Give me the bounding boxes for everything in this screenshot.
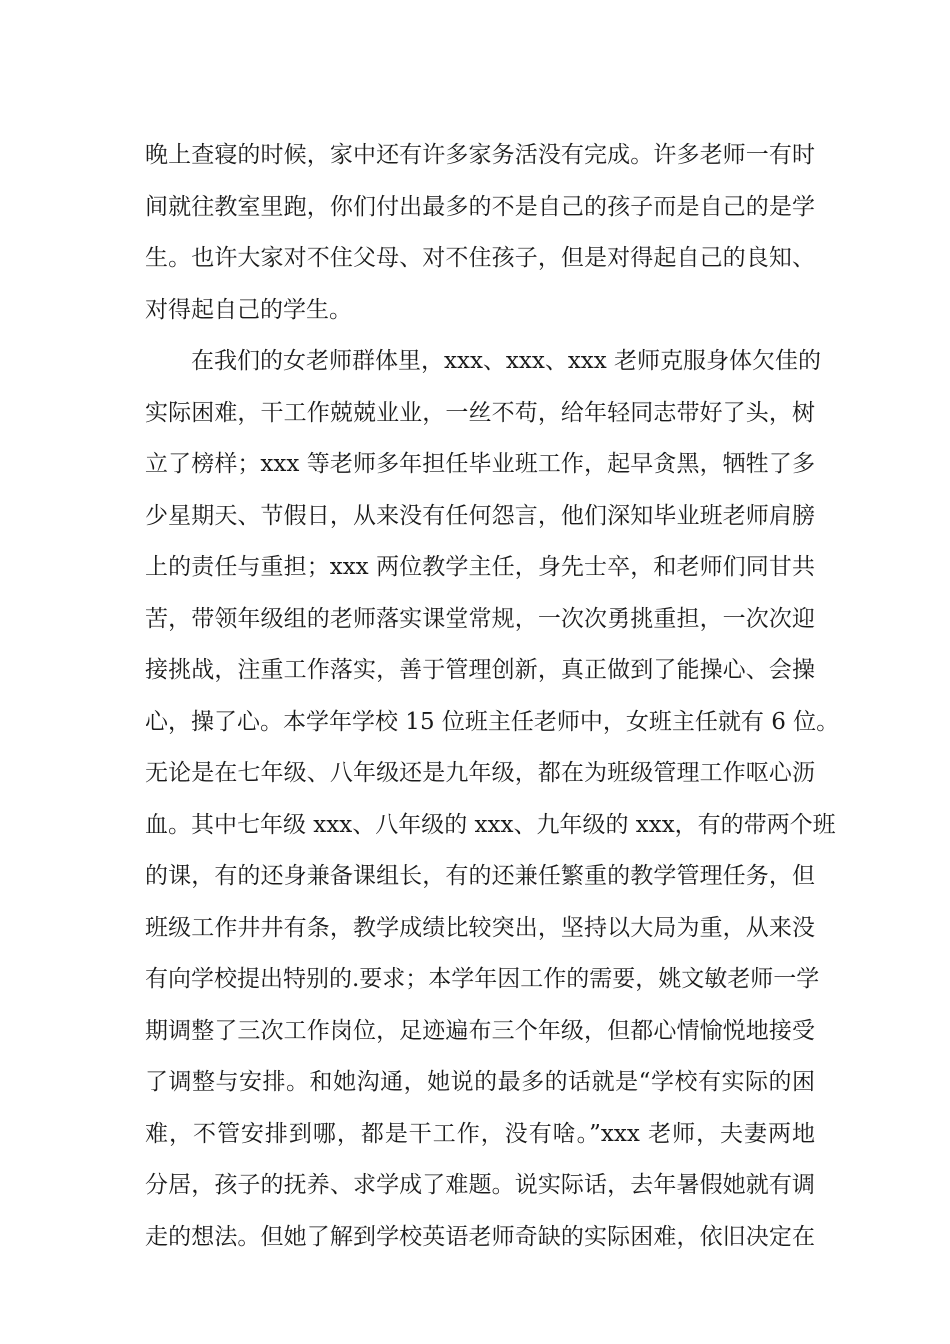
text-line: 实际困难，干工作兢兢业业，一丝不苟，给年轻同志带好了头，树 xyxy=(145,399,815,426)
body-text xyxy=(145,130,840,1263)
text-line: 难，不管安排到哪，都是干工作，没有啥。”xxx 老师，夫妻两地 xyxy=(145,1120,815,1147)
text-line: 期调整了三次工作岗位，足迹遍布三个年级，但都心情愉悦地接受 xyxy=(145,1017,815,1044)
text-line: 苦，带领年级组的老师落实课堂常规，一次次勇挑重担，一次次迎 xyxy=(145,605,815,632)
text-line: 生。也许大家对不住父母、对不住孩子，但是对得起自己的良知、 xyxy=(145,245,815,271)
text-line: 心，操了心。本学年学校 15 位班主任老师中，女班主任就有 6 位。 xyxy=(145,708,840,735)
text-line: 在我们的女老师群体里，xxx、xxx、xxx 老师克服身体欠佳的 xyxy=(145,348,822,374)
text-line: 血。其中七年级 xxx、八年级的 xxx、九年级的 xxx，有的带两个班 xyxy=(145,811,836,838)
text-line: 接挑战，注重工作落实，善于管理创新，真正做到了能操心、会操 xyxy=(145,657,815,683)
text-line: 对得起自己的学生。 xyxy=(145,296,352,323)
text-line: 间就往教室里跑，你们付出最多的不是自己的孩子而是自己的是学 xyxy=(145,193,815,220)
text-line: 班级工作井井有条，教学成绩比较突出，坚持以大局为重，从来没 xyxy=(145,914,815,941)
text-line: 走的想法。但她了解到学校英语老师奇缺的实际困难，依旧决定在 xyxy=(145,1223,815,1250)
text-line: 晚上查寝的时候，家中还有许多家务活没有完成。许多老师一有时 xyxy=(145,142,815,168)
text-line: 上的责任与重担；xxx 两位教学主任，身先士卒，和老师们同甘共 xyxy=(145,554,815,580)
text-line: 了调整与安排。和她沟通，她说的最多的话就是“学校有实际的困 xyxy=(145,1069,815,1095)
text-line: 的课，有的还身兼备课组长，有的还兼任繁重的教学管理任务，但 xyxy=(145,863,815,889)
text-line: 立了榜样；xxx 等老师多年担任毕业班工作，起早贪黑，牺牲了多 xyxy=(145,451,815,477)
text-line: 少星期天、节假日，从来没有任何怨言，他们深知毕业班老师肩膀 xyxy=(145,502,815,529)
text-line: 无论是在七年级、八年级还是九年级，都在为班级管理工作呕心沥 xyxy=(145,760,815,786)
text-line: 有向学校提出特别的.要求；本学年因工作的需要，姚文敏老师一学 xyxy=(145,966,820,992)
text-line: 分居，孩子的抚养、求学成了难题。说实际话，去年暑假她就有调 xyxy=(145,1172,815,1198)
